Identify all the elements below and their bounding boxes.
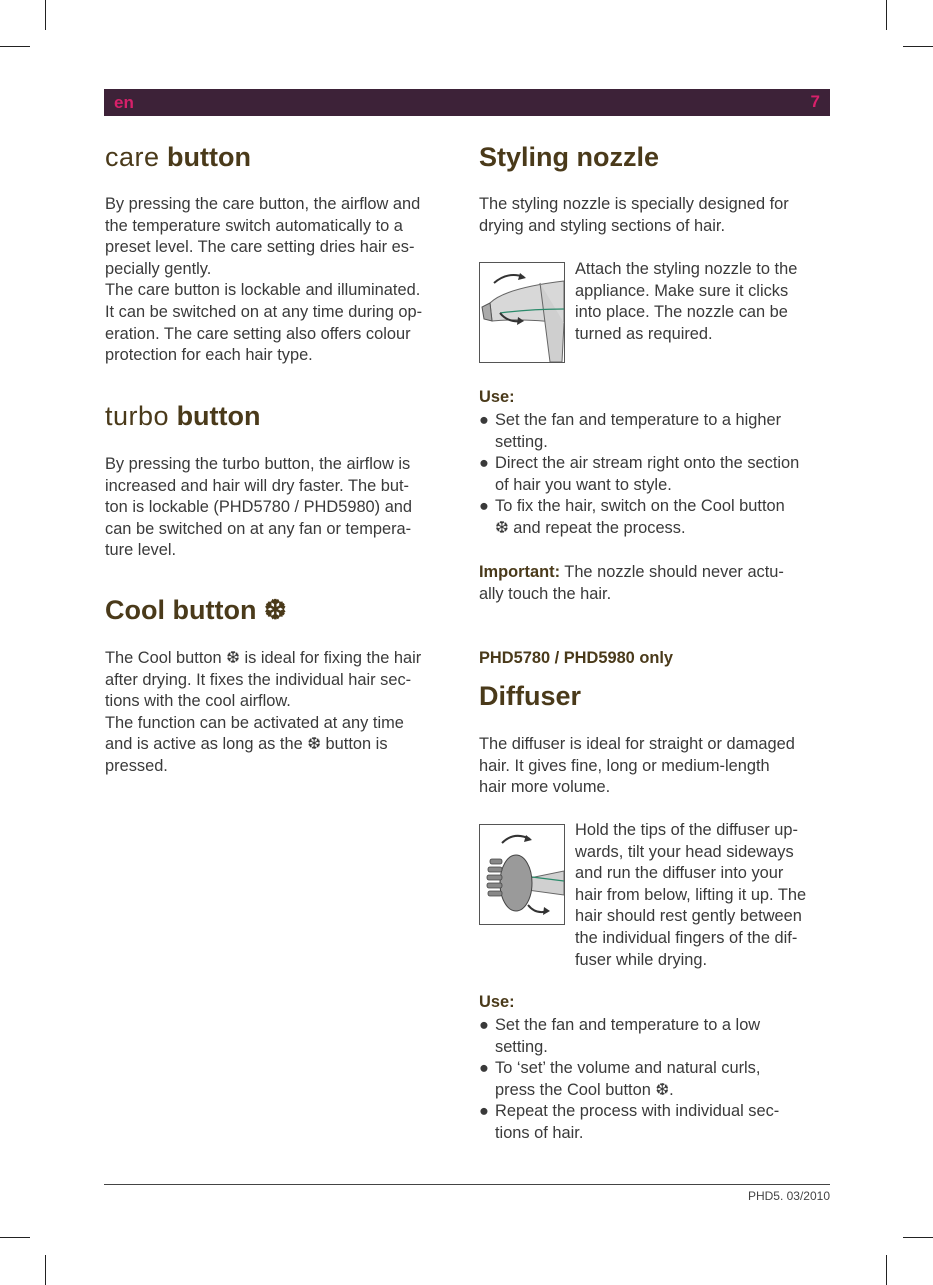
nozzle-figure-text [575, 259, 797, 345]
care-heading-light: care [105, 142, 160, 172]
hairdryer-nozzle-icon [480, 263, 564, 362]
diffuser-heading-text: Diffuser [479, 681, 582, 711]
cool-heading-text: Cool button ❆ [105, 595, 287, 625]
care-heading-bold: button [167, 142, 251, 172]
text-line: ture level. [105, 541, 177, 560]
turbo-heading-light: turbo [105, 401, 170, 431]
text-line: hair should rest gently between [575, 907, 802, 926]
list-item [479, 1058, 839, 1101]
page-number: 7 [810, 92, 820, 111]
text-line: ton is lockable (PHD5780 / PHD5980) and [105, 498, 413, 517]
crop-mark [903, 1237, 933, 1238]
model-note: PHD5780 / PHD5980 only [479, 649, 674, 667]
text-line: Hold the tips of the diffuser up- [575, 821, 798, 839]
crop-mark [0, 1237, 30, 1238]
diffuser-use-list [479, 1015, 839, 1145]
text-line: Set the fan and temperature to a higher [495, 411, 782, 429]
text-line: hair from below, lifting it up. The [575, 885, 807, 904]
turbo-heading [105, 401, 261, 432]
list-item [479, 1015, 839, 1058]
text-line: To fix the hair, switch on the Cool button [495, 497, 785, 516]
text-line: The care button is lockable and illuminated. [105, 281, 421, 300]
crop-mark [886, 1255, 887, 1285]
text-line: ❆ and repeat the process. [495, 518, 686, 537]
text-line: Repeat the process with individual sec- [495, 1102, 780, 1121]
text-line: pecially gently. [105, 259, 212, 278]
language-code: en [114, 93, 134, 112]
list-item [479, 410, 839, 453]
text-line: preset level. The care setting dries hair es- [105, 238, 415, 257]
text-line: The Cool button ❆ is ideal for fixing the hair [105, 649, 422, 667]
diffuser-figure-text [575, 820, 806, 971]
text-line: wards, tilt your head sideways [575, 842, 794, 861]
text-line: drying and styling sections of hair. [479, 216, 725, 235]
text-line: tions with the cool airflow. [105, 692, 291, 711]
text-line: pressed. [105, 756, 168, 775]
text-line: hair more volume. [479, 778, 611, 797]
important-note [479, 562, 784, 605]
bullet-icon: ● [479, 1016, 489, 1034]
crop-mark [903, 46, 933, 47]
text-line: press the Cool button ❆. [495, 1080, 674, 1099]
bullet-icon: ● [479, 1059, 489, 1078]
text-line: ally touch the hair. [479, 584, 612, 603]
text-line: after drying. It fixes the individual hair sec- [105, 670, 412, 689]
cool-heading [105, 595, 287, 626]
text-line: Direct the air stream right onto the section [495, 454, 800, 473]
cool-paragraph [105, 648, 421, 778]
diffuser-use-label: Use: [479, 993, 515, 1011]
text-line: By pressing the care button, the airflow and [105, 195, 421, 213]
important-text: The nozzle should never actu- [560, 563, 784, 581]
text-line: To ‘set’ the volume and natural curls, [495, 1059, 761, 1078]
care-paragraph [105, 194, 422, 367]
text-line: The function can be activated at any time [105, 713, 404, 732]
text-line: setting. [495, 1037, 548, 1056]
footer-text: PHD5. 03/2010 [747, 1189, 830, 1203]
text-line: Set the fan and temperature to a low [495, 1016, 761, 1034]
text-line: turned as required. [575, 324, 713, 343]
footer-rule [104, 1184, 830, 1185]
diffuser-illustration [479, 824, 565, 925]
nozzle-use-list [479, 410, 839, 540]
turbo-paragraph [105, 454, 412, 562]
crop-mark [45, 0, 46, 30]
text-line: appliance. Make sure it clicks [575, 281, 789, 300]
nozzle-illustration [479, 262, 565, 363]
text-line: setting. [495, 432, 548, 451]
text-line: protection for each hair type. [105, 346, 313, 365]
nozzle-use-label: Use: [479, 388, 515, 406]
text-line: The styling nozzle is specially designed for [479, 195, 789, 213]
text-line: It can be switched on at any time during op- [105, 302, 423, 321]
text-line: hair. It gives fine, long or medium-length [479, 756, 770, 775]
text-line: of hair you want to style. [495, 475, 672, 494]
care-heading [105, 142, 251, 173]
diffuser-heading [479, 681, 581, 712]
text-line: Attach the styling nozzle to the [575, 260, 798, 278]
text-line: fuser while drying. [575, 950, 708, 969]
list-item [479, 496, 839, 539]
important-label: Important: [479, 563, 561, 581]
bullet-icon: ● [479, 411, 489, 429]
text-line: into place. The nozzle can be [575, 303, 788, 322]
header-bar [104, 89, 830, 116]
text-line: The diffuser is ideal for straight or damaged [479, 735, 795, 753]
styling-nozzle-heading [479, 142, 659, 173]
text-line: increased and hair will dry faster. The but- [105, 476, 409, 495]
diffuser-icon [480, 825, 564, 924]
text-line: the individual fingers of the dif- [575, 928, 798, 947]
crop-mark [886, 0, 887, 30]
styling-nozzle-heading-text: Styling nozzle [479, 142, 660, 172]
text-line: can be switched on at any fan or tempera- [105, 519, 412, 538]
text-line: By pressing the turbo button, the airflow is [105, 455, 411, 473]
text-line: eration. The care setting also offers colour [105, 324, 411, 343]
nozzle-intro [479, 194, 789, 237]
bullet-icon: ● [479, 1102, 489, 1121]
crop-mark [45, 1255, 46, 1285]
text-line: the temperature switch automatically to a [105, 216, 403, 235]
crop-mark [0, 46, 30, 47]
diffuser-intro [479, 734, 795, 799]
turbo-heading-bold: button [176, 401, 261, 431]
bullet-icon: ● [479, 497, 489, 516]
text-line [479, 562, 784, 584]
list-item [479, 453, 839, 496]
text-line: and run the diffuser into your [575, 864, 784, 883]
list-item [479, 1101, 839, 1144]
bullet-icon: ● [479, 454, 489, 473]
text-line: and is active as long as the ❆ button is [105, 735, 388, 754]
text-line: tions of hair. [495, 1123, 584, 1142]
